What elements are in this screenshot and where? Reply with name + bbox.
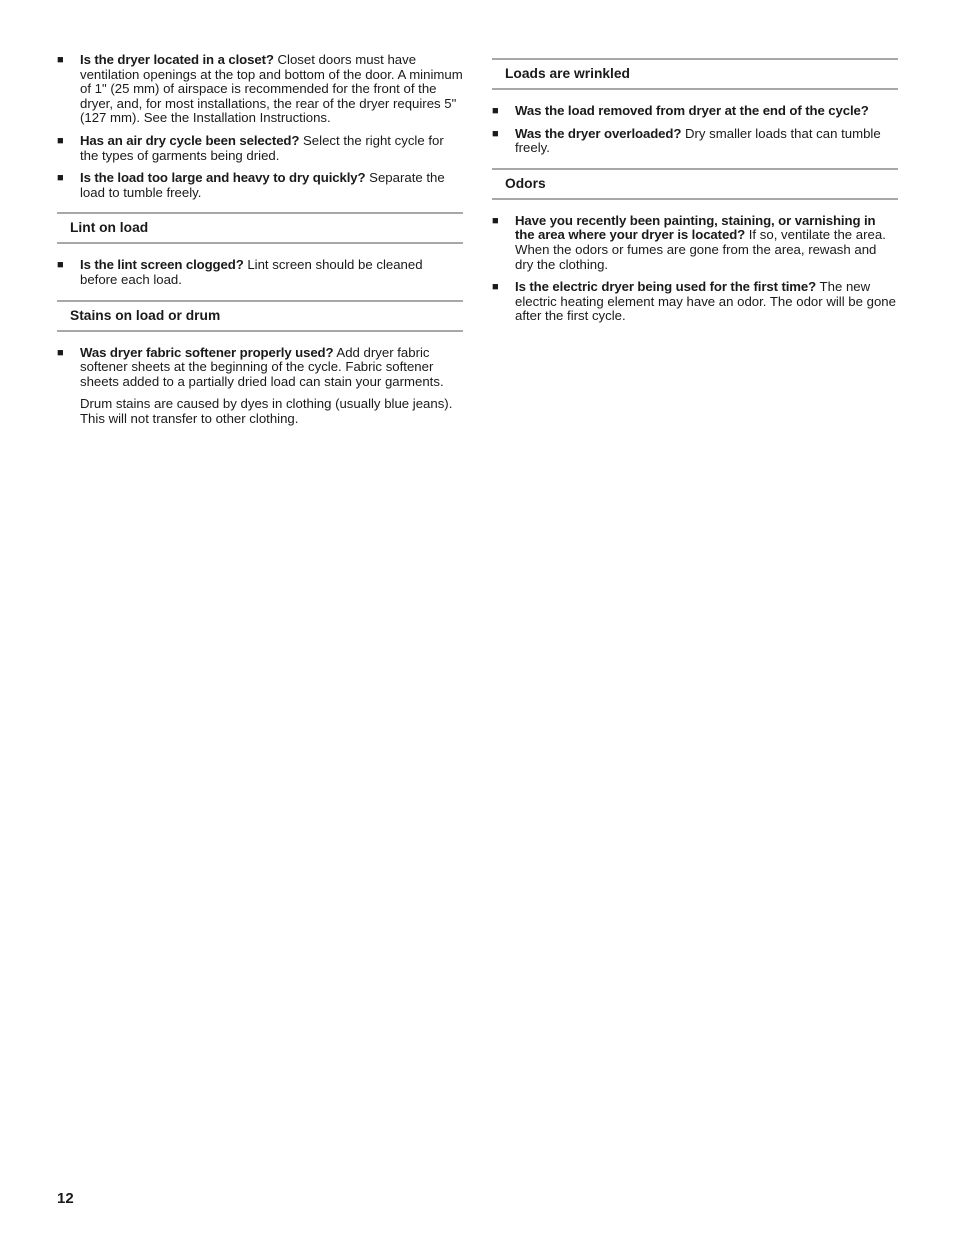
bullet-icon: ■ [492,127,499,140]
right-column [492,58,898,332]
answer-text: Select the right cycle for the types of garments being dried. [80,132,444,163]
section-heading-odors: Odors [492,168,898,200]
page-number: 12 [57,1190,74,1207]
bullet-icon: ■ [492,281,499,294]
answer-text: The new electric heating element may have an odor. The odor will be gone after the first cycle. [515,279,896,324]
answer-text: Separate the load to tumble freely. [80,170,445,200]
list-item [492,104,898,119]
list-item [57,258,463,287]
question-text: Was the load removed from dryer at the end of the cycle? [515,103,869,118]
answer-text: Closet doors must have ventilation openings at the top and bottom of the door. A minimum of 1" (25 mm) of airspace is recommended for the front of the dryer, and, for most installations, the rear of the dryer requires 5" (127 mm). See the Installation Instructions. [80,52,463,126]
section-heading-wrinkled: Loads are wrinkled [492,58,898,90]
list-item [57,134,463,163]
answer-text: If so, ventilate the area. When the odors or fumes are gone from the area, rewash and dry the clothing. [515,227,886,272]
question-text: Have you recently been painting, staining, or varnishing in the area where your dryer is located? [515,212,876,243]
section-heading-lint: Lint on load [57,212,463,244]
answer-text: Dry smaller loads that can tumble freely. [515,125,881,156]
question-text: Has an air dry cycle been selected? [80,132,300,148]
bullet-icon: ■ [492,105,499,117]
answer-text: Add dryer fabric softener sheets at the beginning of the cycle. Fabric softener sheets added to a partially dried load can stain your garments. [80,344,444,389]
note-paragraph: Drum stains are caused by dyes in clothing (usually blue jeans). This will not transfer to other clothing. [80,396,453,426]
question-text: Is the load too large and heavy to dry quickly? [80,170,366,186]
bullet-icon: ■ [57,259,64,272]
section-heading-stains: Stains on load or drum [57,300,463,332]
list-item [57,346,463,390]
question-text: Is the lint screen clogged? [80,257,244,273]
bullet-icon: ■ [57,54,64,66]
question-text: Is the dryer located in a closet? [80,52,274,67]
question-text: Is the electric dryer being used for the first time? [515,279,817,295]
list-item [57,53,463,126]
list-item [492,214,898,272]
list-item [57,171,463,200]
bullet-icon: ■ [57,134,64,147]
list-item [492,127,898,156]
bullet-icon: ■ [57,172,64,185]
question-text: Was the dryer overloaded? [515,125,682,141]
answer-text: Lint screen should be cleaned before each load. [80,257,423,287]
question-text: Was dryer fabric softener properly used? [80,344,334,360]
bullet-icon: ■ [57,346,64,359]
bullet-icon: ■ [492,214,499,227]
left-column [57,53,463,427]
list-item [492,280,898,324]
